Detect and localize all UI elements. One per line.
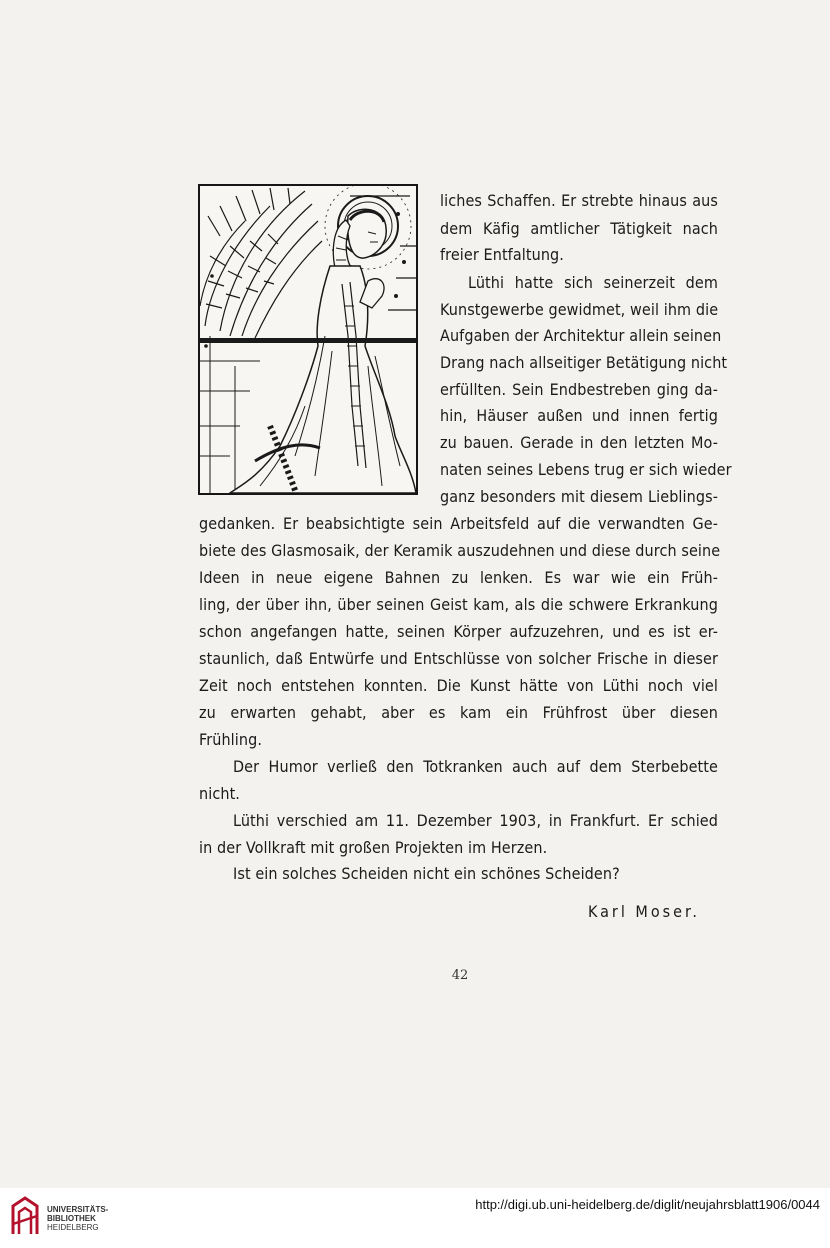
- library-name-line-3: HEIDELBERG: [47, 1223, 99, 1232]
- university-library-logo-icon[interactable]: [10, 1194, 40, 1238]
- author-signature: Karl Moser.: [587, 902, 700, 921]
- library-name-line-2: BIBLIOTHEK: [47, 1214, 96, 1223]
- text-line-16: ling, der über ihn, über seinen Geist kam, als die schwere Erkrankung: [199, 595, 718, 614]
- text-line-3: freier Entfaltung.: [440, 245, 564, 264]
- text-line-13: gedanken. Er beabsichtigte sein Arbeitsfeld auf die verwandten Ge-: [199, 514, 718, 533]
- text-line-12: ganz besonders mit diesem Lieblings-: [440, 487, 718, 506]
- text-line-15: Ideen in neue eigene Bahnen zu lenken. Es war wie ein Früh-: [199, 568, 718, 587]
- text-line-5: Kunstgewerbe gewidmet, weil ihm die: [440, 300, 719, 319]
- text-line-18: staunlich, daß Entwürfe und Entschlüsse von solcher Frische in dieser: [199, 649, 718, 668]
- text-line-9: hin, Häuser außen und innen fertig: [440, 406, 718, 425]
- angel-stained-glass-illustration: [198, 184, 418, 495]
- text-line-22: Der Humor verließ den Totkranken auch auf dem Sterbebette: [233, 757, 718, 776]
- text-line-23: nicht.: [199, 784, 240, 803]
- text-line-1: liches Schaffen. Er strebte hinaus aus: [440, 191, 718, 210]
- text-line-10: zu bauen. Gerade in den letzten Mo-: [440, 433, 718, 452]
- text-line-11: naten seines Lebens trug er sich wieder: [440, 460, 732, 479]
- source-url-link[interactable]: http://digi.ub.uni-heidelberg.de/diglit/neujahrsblatt1906/0044: [475, 1197, 820, 1212]
- text-line-14: biete des Glasmosaik, der Keramik auszudehnen und diese durch seine: [199, 541, 721, 560]
- library-name-line-1: UNIVERSITÄTS-: [47, 1205, 109, 1214]
- text-line-19: Zeit noch entstehen konnten. Die Kunst hätte von Lüthi noch viel: [199, 676, 718, 695]
- text-line-2: dem Käfig amtlicher Tätigkeit nach: [440, 219, 718, 238]
- page-number: 42: [451, 968, 469, 983]
- library-name: [47, 1205, 108, 1232]
- text-line-7: Drang nach allseitiger Betätigung nicht: [440, 353, 728, 372]
- text-line-6: Aufgaben der Architektur allein seinen: [440, 326, 722, 345]
- text-line-26: Ist ein solches Scheiden nicht ein schönes Scheiden?: [233, 864, 620, 883]
- text-line-25: in der Vollkraft mit großen Projekten im Herzen.: [199, 838, 548, 857]
- text-line-20: zu erwarten gehabt, aber es kam ein Frühfrost über diesen: [199, 703, 718, 722]
- text-line-8: erfüllten. Sein Endbestreben ging da-: [440, 380, 718, 399]
- text-line-4: Lüthi hatte sich seinerzeit dem: [468, 273, 718, 292]
- text-line-17: schon angefangen hatte, seinen Körper aufzuzehren, und es ist er-: [199, 622, 718, 641]
- text-line-21: Frühling.: [199, 730, 263, 749]
- text-line-24: Lüthi verschied am 11. Dezember 1903, in Frankfurt. Er schied: [233, 811, 718, 830]
